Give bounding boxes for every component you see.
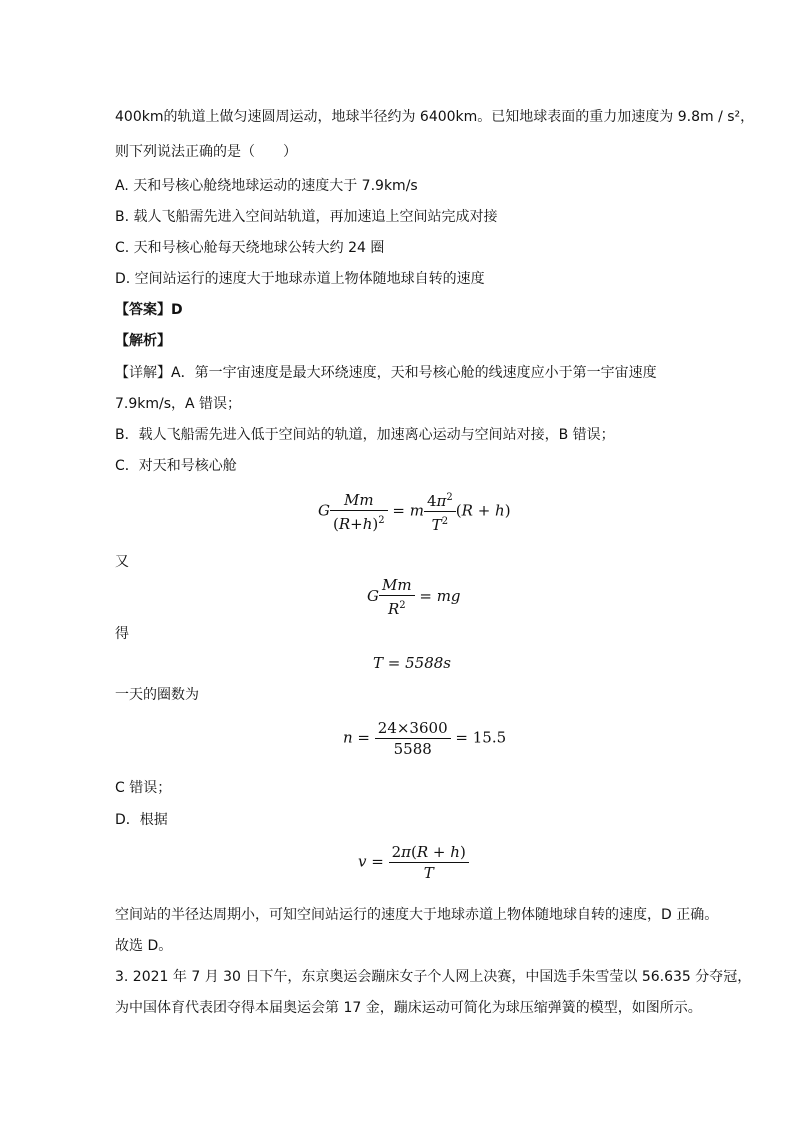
equation-velocity: v = $\frac{2\pi(R + h)}{T}$ bbox=[358, 842, 469, 883]
question-3-line-1: 3. 2021 年 7 月 30 日下午，东京奥运会蹦床女子个人网上决赛，中国选手朱雪莹以 56.635 分夺冠， bbox=[115, 969, 752, 985]
you-label: 又 bbox=[115, 554, 129, 570]
equation-gravity-circular: G $\frac{Mm}{(R+h)^2}$ = m $\frac{4\pi^2}{T^2}$ (R + h) bbox=[318, 488, 511, 535]
n-lhs: n = bbox=[343, 728, 370, 747]
stem-line-2: 则下列说法正确的是（ ） bbox=[115, 144, 297, 160]
option-c: C. 天和号核心舱每天绕地球公转大约 24 圈 bbox=[115, 240, 385, 256]
answer-label: 【答案】D bbox=[115, 302, 183, 318]
detail-line-2: 7.9km/s，A 错误； bbox=[115, 396, 242, 412]
n-rhs: = 15.5 bbox=[455, 728, 507, 747]
analysis-label: 【解析】 bbox=[115, 333, 171, 349]
detail-c: C．对天和号核心舱 bbox=[115, 458, 237, 474]
de-label: 得 bbox=[115, 626, 129, 642]
option-a: A. 天和号核心舱绕地球运动的速度大于 7.9km/s bbox=[115, 178, 418, 194]
c-wrong: C 错误； bbox=[115, 780, 172, 796]
detail-line-1: 【详解】A．第一宇宙速度是最大环绕速度，天和号核心舱的线速度应小于第一宇宙速度 bbox=[115, 365, 657, 381]
n-denominator: 5588 bbox=[393, 740, 432, 758]
equation-surface-gravity: G $\frac{Mm}{R^2}$ = mg bbox=[367, 576, 461, 618]
turns-label: 一天的圈数为 bbox=[115, 687, 199, 703]
d-label: D．根据 bbox=[115, 812, 168, 828]
n-numerator: 24×3600 bbox=[375, 718, 451, 739]
choose-d: 故选 D。 bbox=[115, 938, 173, 954]
option-b: B. 载人飞船需先进入空间站轨道，再加速追上空间站完成对接 bbox=[115, 209, 498, 225]
stem-line-1: 400km的轨道上做匀速圆周运动，地球半径约为 6400km。已知地球表面的重力加速度为 9.8m / s²， bbox=[115, 109, 755, 125]
detail-b: B．载人飞船需先进入低于空间站的轨道，加速离心运动与空间站对接，B 错误； bbox=[115, 427, 615, 443]
conclusion: 空间站的半径达周期小，可知空间站运行的速度大于地球赤道上物体随地球自转的速度，D 正确。 bbox=[115, 907, 719, 923]
option-d: D. 空间站运行的速度大于地球赤道上物体随地球自转的速度 bbox=[115, 271, 485, 287]
equation-period: T = 5588s bbox=[373, 654, 451, 672]
equation-turns bbox=[343, 718, 506, 759]
question-3-line-2: 为中国体育代表团夺得本届奥运会第 17 金，蹦床运动可简化为球压缩弹簧的模型，如图所示。 bbox=[115, 1000, 702, 1016]
